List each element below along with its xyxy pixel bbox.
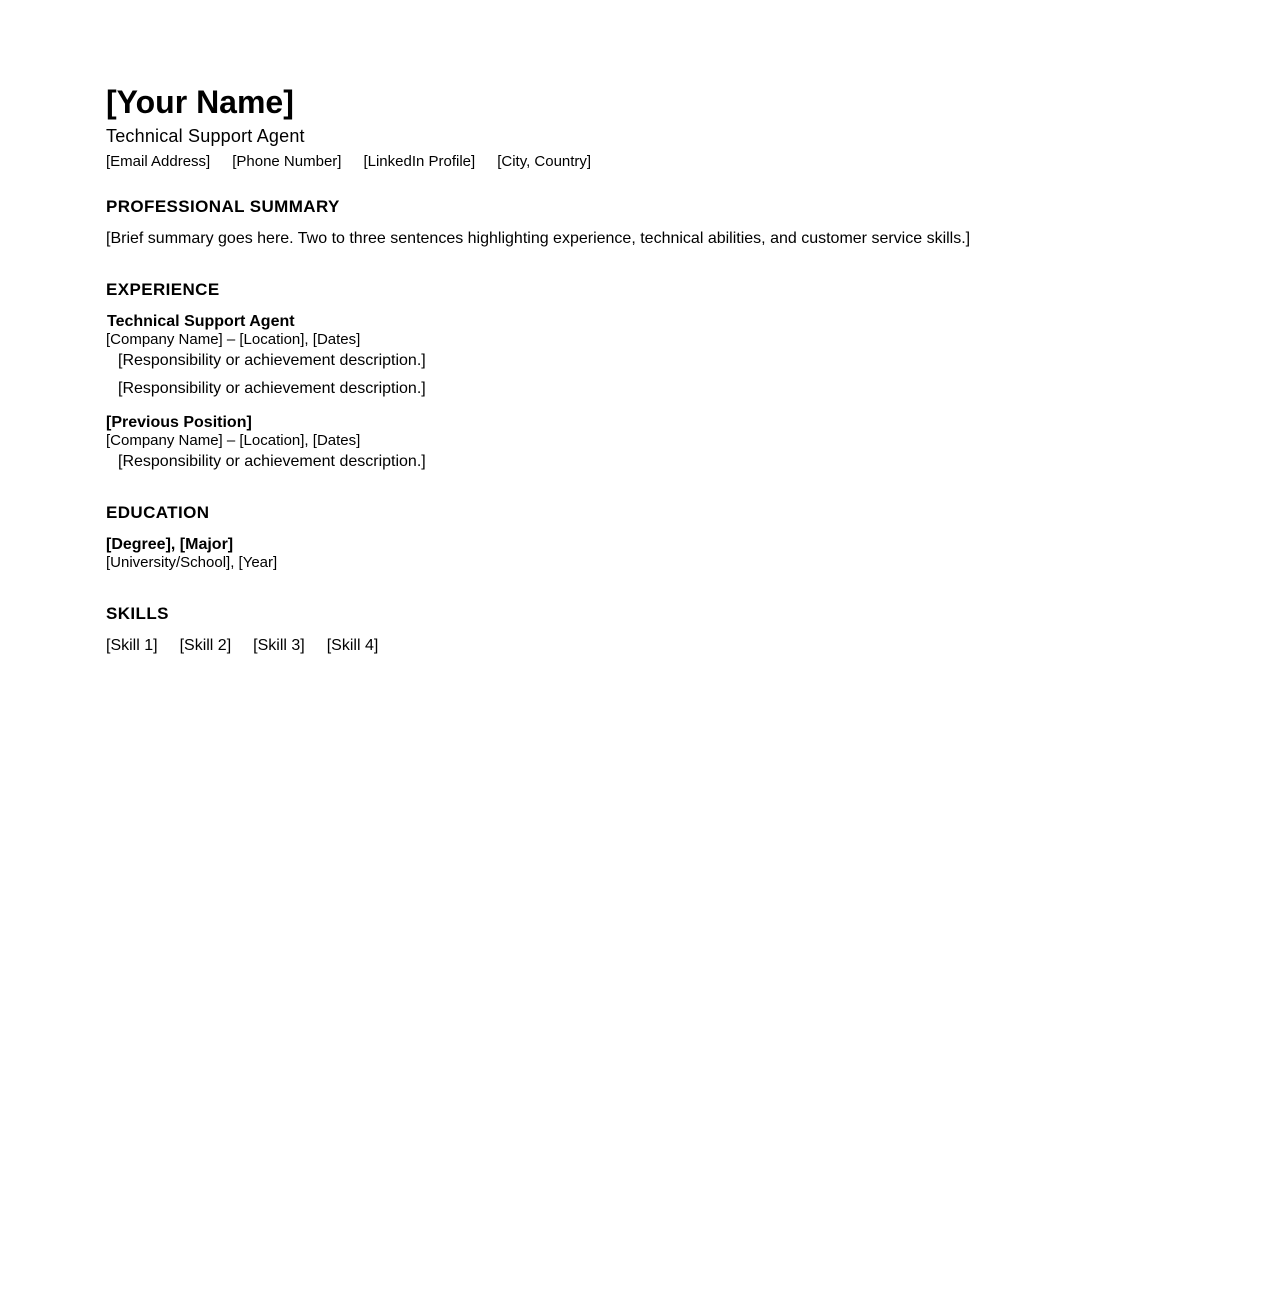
job-title: Technical Support Agent bbox=[107, 313, 295, 330]
job-bullets bbox=[106, 351, 1166, 399]
skill-item: [Skill 2] bbox=[179, 637, 232, 654]
education-degree: [Degree], [Major] bbox=[106, 536, 234, 553]
job-meta: [Company Name] – [Location], [Dates] bbox=[106, 432, 361, 449]
skill-item: [Skill 1] bbox=[106, 637, 158, 654]
contact-email: [Email Address] bbox=[106, 153, 211, 170]
job-entry bbox=[106, 413, 1166, 472]
contact-location: [City, Country] bbox=[497, 153, 592, 170]
education-school: [University/School], [Year] bbox=[106, 554, 278, 571]
job-bullet: [Responsibility or achievement description.] bbox=[118, 453, 426, 470]
job-entry bbox=[106, 312, 1166, 399]
section-title-education: EDUCATION bbox=[106, 503, 210, 522]
skills-list bbox=[106, 636, 1166, 656]
contact-phone: [Phone Number] bbox=[232, 153, 342, 170]
job-title: [Previous Position] bbox=[106, 414, 252, 431]
resume-content bbox=[106, 84, 1166, 656]
candidate-name: [Your Name] bbox=[106, 84, 294, 120]
job-bullet: [Responsibility or achievement description.] bbox=[118, 352, 426, 369]
candidate-role: Technical Support Agent bbox=[106, 126, 305, 146]
contact-linkedin: [LinkedIn Profile] bbox=[363, 153, 476, 170]
section-title-experience: EXPERIENCE bbox=[106, 280, 220, 299]
job-bullet: [Responsibility or achievement description.] bbox=[118, 380, 426, 397]
skill-item: [Skill 3] bbox=[253, 637, 305, 654]
section-title-summary: PROFESSIONAL SUMMARY bbox=[106, 197, 340, 216]
job-bullets bbox=[106, 452, 1166, 472]
job-meta: [Company Name] – [Location], [Dates] bbox=[106, 331, 361, 348]
summary-text: [Brief summary goes here. Two to three sentences highlighting experience, technical abilities, and customer service skills.] bbox=[106, 230, 971, 247]
contact-line bbox=[106, 153, 1166, 171]
section-title-skills: SKILLS bbox=[106, 604, 169, 623]
skill-item: [Skill 4] bbox=[326, 637, 379, 654]
